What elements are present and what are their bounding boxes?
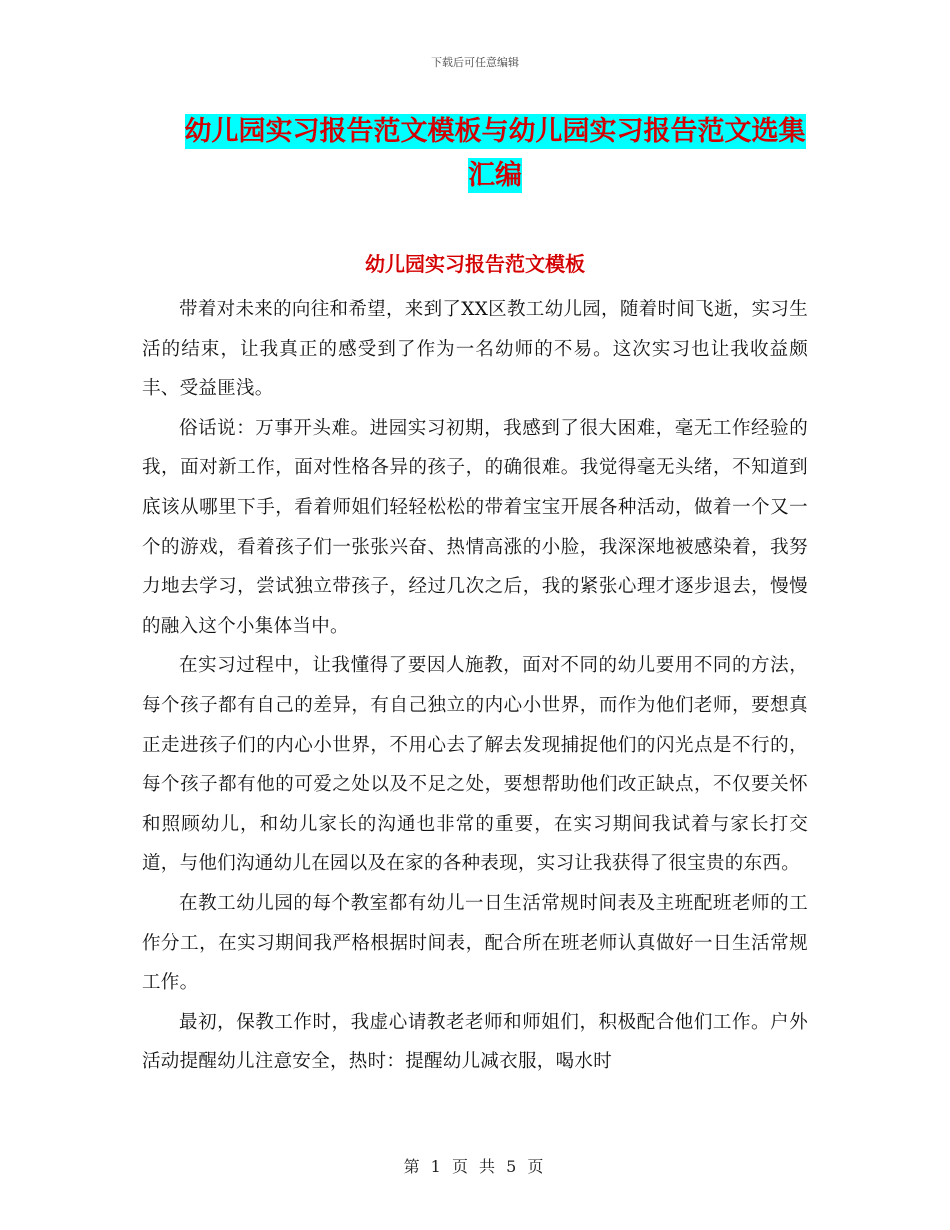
document-body bbox=[142, 290, 808, 1082]
header-note: 下载后可任意编辑 bbox=[431, 56, 519, 69]
paragraph: 最初，保教工作时，我虚心请教老老师和师姐们，积极配合他们工作。户外活动提醒幼儿注意安全，热时：提醒幼儿减衣服，喝水时 bbox=[142, 1011, 808, 1073]
paragraph: 在实习过程中，让我懂得了要因人施教，面对不同的幼儿要用不同的方法，每个孩子都有自己的差异，有自己独立的内心小世界，而作为他们老师，要想真正走进孩子们的内心小世界，不用心去了解去发现捕捉他们的闪光点是不行的，每个孩子都有他的可爱之处以及不足之处，要想帮助他们改正缺点，不仅要关怀和照顾幼儿，和幼儿家长的沟通也非常的重要，在实习期间我试着与家长打交道，与他们沟通幼儿在园以及在家的各种表现，实习让我获得了很宝贵的东西。 bbox=[142, 655, 808, 875]
paragraph: 俗话说：万事开头难。进园实习初期，我感到了很大困难，毫无工作经验的我，面对新工作，面对性格各异的孩子，的确很难。我觉得毫无头绪，不知道到底该从哪里下手，看着师姐们轻轻松松的带着宝宝开展各种活动，做着一个又一个的游戏，看着孩子们一张张兴奋、热情高涨的小脸，我深深地被感染着，我努力地去学习，尝试独立带孩子，经过几次之后，我的紧张心理才逐步退去，慢慢的融入这个小集体当中。 bbox=[142, 417, 808, 637]
section-title: 幼儿园实习报告范文模板 bbox=[365, 252, 585, 276]
document-title-line-2: 汇编 bbox=[468, 160, 522, 191]
paragraph: 带着对未来的向往和希望，来到了XX区教工幼儿园，随着时间飞逝，实习生活的结束，让我真正的感受到了作为一名幼师的不易。这次实习也让我收益颇丰、受益匪浅。 bbox=[142, 299, 808, 400]
document-title bbox=[150, 110, 840, 198]
document-title-line-1: 幼儿园实习报告范文模板与幼儿园实习报告范文选集 bbox=[184, 116, 806, 147]
page-number-footer: 第 1 页 共 5 页 bbox=[403, 1157, 547, 1176]
paragraph: 在教工幼儿园的每个教室都有幼儿一日生活常规时间表及主班配班老师的工作分工，在实习期间我严格根据时间表，配合所在班老师认真做好一日生活常规工作。 bbox=[142, 892, 808, 994]
